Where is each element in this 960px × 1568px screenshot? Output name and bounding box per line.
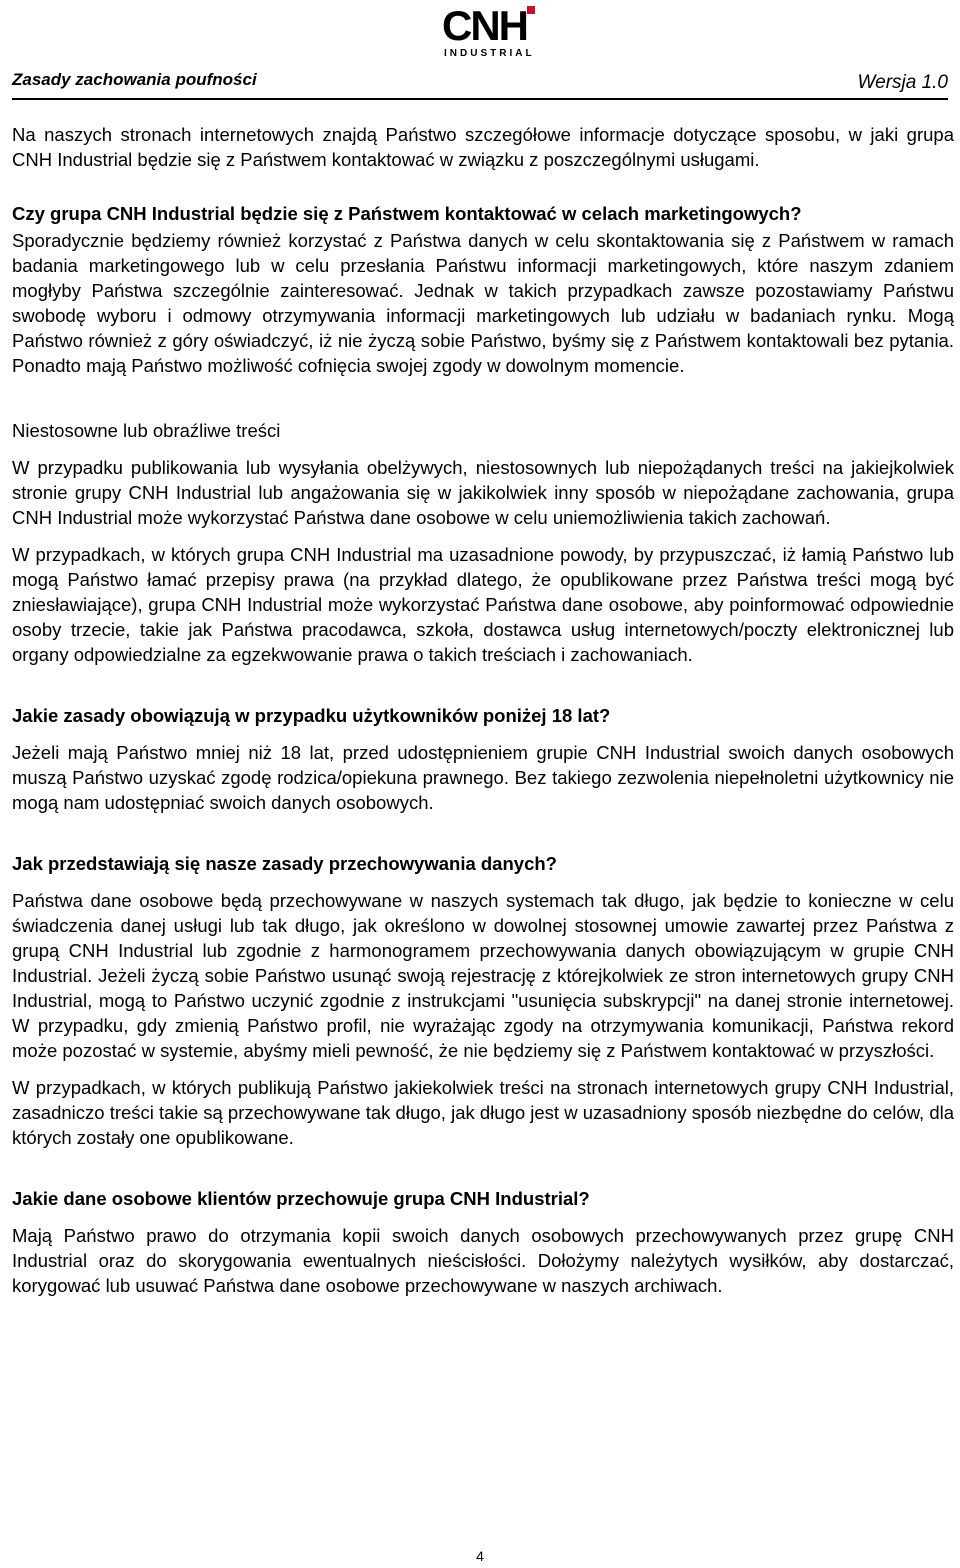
section-heading-marketing: Czy grupa CNH Industrial będzie się z Państwem kontaktować w celach marketingowych? xyxy=(12,203,802,224)
intro-paragraph: Na naszych stronach internetowych znajdą Państwo szczegółowe informacje dotyczące sposobu, w jaki grupa CNH Industrial będzie się z Państwem kontaktować w związku z poszczególnymi usługami. xyxy=(12,124,954,170)
page-number: 4 xyxy=(476,1548,484,1564)
document-body xyxy=(12,122,954,1298)
header-divider xyxy=(12,98,948,100)
section-heading-data-retention: Jak przedstawiają się nasze zasady przechowywania danych? xyxy=(12,853,557,874)
section-paragraph: W przypadkach, w których publikują Państwo jakiekolwiek treści na stronach internetowych grupy CNH Industrial, zasadniczo treści takie są przechowywane tak długo, jak długo jest w uzasadniony sposób niezbędne do celów, dla których zostały one opublikowane. xyxy=(12,1077,955,1148)
section-paragraph: Sporadycznie będziemy również korzystać z Państwa danych w celu skontaktowania się z Państwem w ramach badania marketingowego lub w celu przesłania Państwu informacji marketingowych, które naszym zdaniem mogłyby Państwa szczególnie zainteresować. Jednak w takich przypadkach zawsze pozostawiamy Państwu swobodę wyboru i odmowy otrzymywania informacji marketingowych lub udziału w badaniach rynku. Mogą Państwo również z góry oświadczyć, iż nie życzą sobie Państwo, byśmy się z Państwem kontaktowali bez pytania. Ponadto mają Państwo możliwość cofnięcia swojej zgody w dowolnym momencie. xyxy=(12,230,954,376)
logo-red-mark xyxy=(527,6,535,14)
document-title: Zasady zachowania poufności xyxy=(12,70,257,89)
section-paragraph: Mają Państwo prawo do otrzymania kopii swoich danych osobowych przechowywanych przez grupę CNH Industrial oraz do skorygowania ewentualnych nieścisłości. Dołożymy należytych wysiłków, aby dostarczać, korygować lub usuwać Państwa dane osobowe przechowywane w naszych archiwach. xyxy=(12,1225,954,1296)
section-heading-customer-data: Jakie dane osobowe klientów przechowuje grupa CNH Industrial? xyxy=(12,1188,590,1209)
section-paragraph: Państwa dane osobowe będą przechowywane w naszych systemach tak długo, jak będzie to konieczne w celu świadczenia danej usługi lub tak długo, jak określono w dowolnej stosownej umowie zawartej przez Państwa z grupą CNH Industrial lub zgodnie z harmonogramem przechowywania danych obowiązującym w grupie CNH Industrial. Jeżeli życzą sobie Państwo usunąć swoją rejestrację z którejkolwiek ze stron internetowych grupy CNH Industrial, mogą to Państwo uczynić zgodnie z instrukcjami "usunięcia subskrypcji" na danej stronie internetowej. W przypadku, gdy zmienią Państwo profil, nie wyrażając zgody na otrzymywania komunikacji, Państwa rekord może pozostać w systemie, abyśmy mieli pewność, że nie będziemy się z Państwem kontaktować w przyszłości. xyxy=(12,890,954,1061)
section-paragraph: W przypadkach, w których grupa CNH Industrial ma uzasadnione powody, by przypuszczać, iż łamią Państwo lub mogą Państwo łamać przepisy prawa (na przykład dlatego, że opublikowane przez Państwa treści mogą być zniesławiające), grupa CNH Industrial może wykorzystać Państwa dane osobowe, aby poinformować odpowiednie osoby trzecie, takie jak Państwa pracodawca, szkoła, dostawca usług internetowych/poczty elektronicznej lub organy odpowiedzialne za egzekwowanie prawa o takich treściach i zachowaniach. xyxy=(12,544,954,665)
cnh-industrial-logo xyxy=(430,2,540,62)
page-header xyxy=(12,0,948,100)
section-paragraph: Jeżeli mają Państwo mniej niż 18 lat, przed udostępnieniem grupie CNH Industrial swoich danych osobowych muszą Państwo uzyskać zgodę rodzica/opiekuna prawnego. Bez takiego zezwolenia niepełnoletni użytkownicy nie mogą nam udostępniać swoich danych osobowych. xyxy=(12,742,954,813)
logo-sub-text: INDUSTRIAL xyxy=(444,48,535,59)
logo-main-text: CNH xyxy=(442,2,527,49)
section-heading-inappropriate-content: Niestosowne lub obraźliwe treści xyxy=(12,420,281,441)
section-paragraph: W przypadku publikowania lub wysyłania obelżywych, niestosownych lub niepożądanych treści na jakiejkolwiek stronie grupy CNH Industrial lub angażowania się w jakikolwiek inny sposób w niepożądane zachowania, grupa CNH Industrial może wykorzystać Państwa dane osobowe w celu uniemożliwienia takich zachowań. xyxy=(12,457,954,528)
document-version: Wersja 1.0 xyxy=(857,72,948,93)
section-heading-under-18: Jakie zasady obowiązują w przypadku użytkowników poniżej 18 lat? xyxy=(12,705,611,726)
